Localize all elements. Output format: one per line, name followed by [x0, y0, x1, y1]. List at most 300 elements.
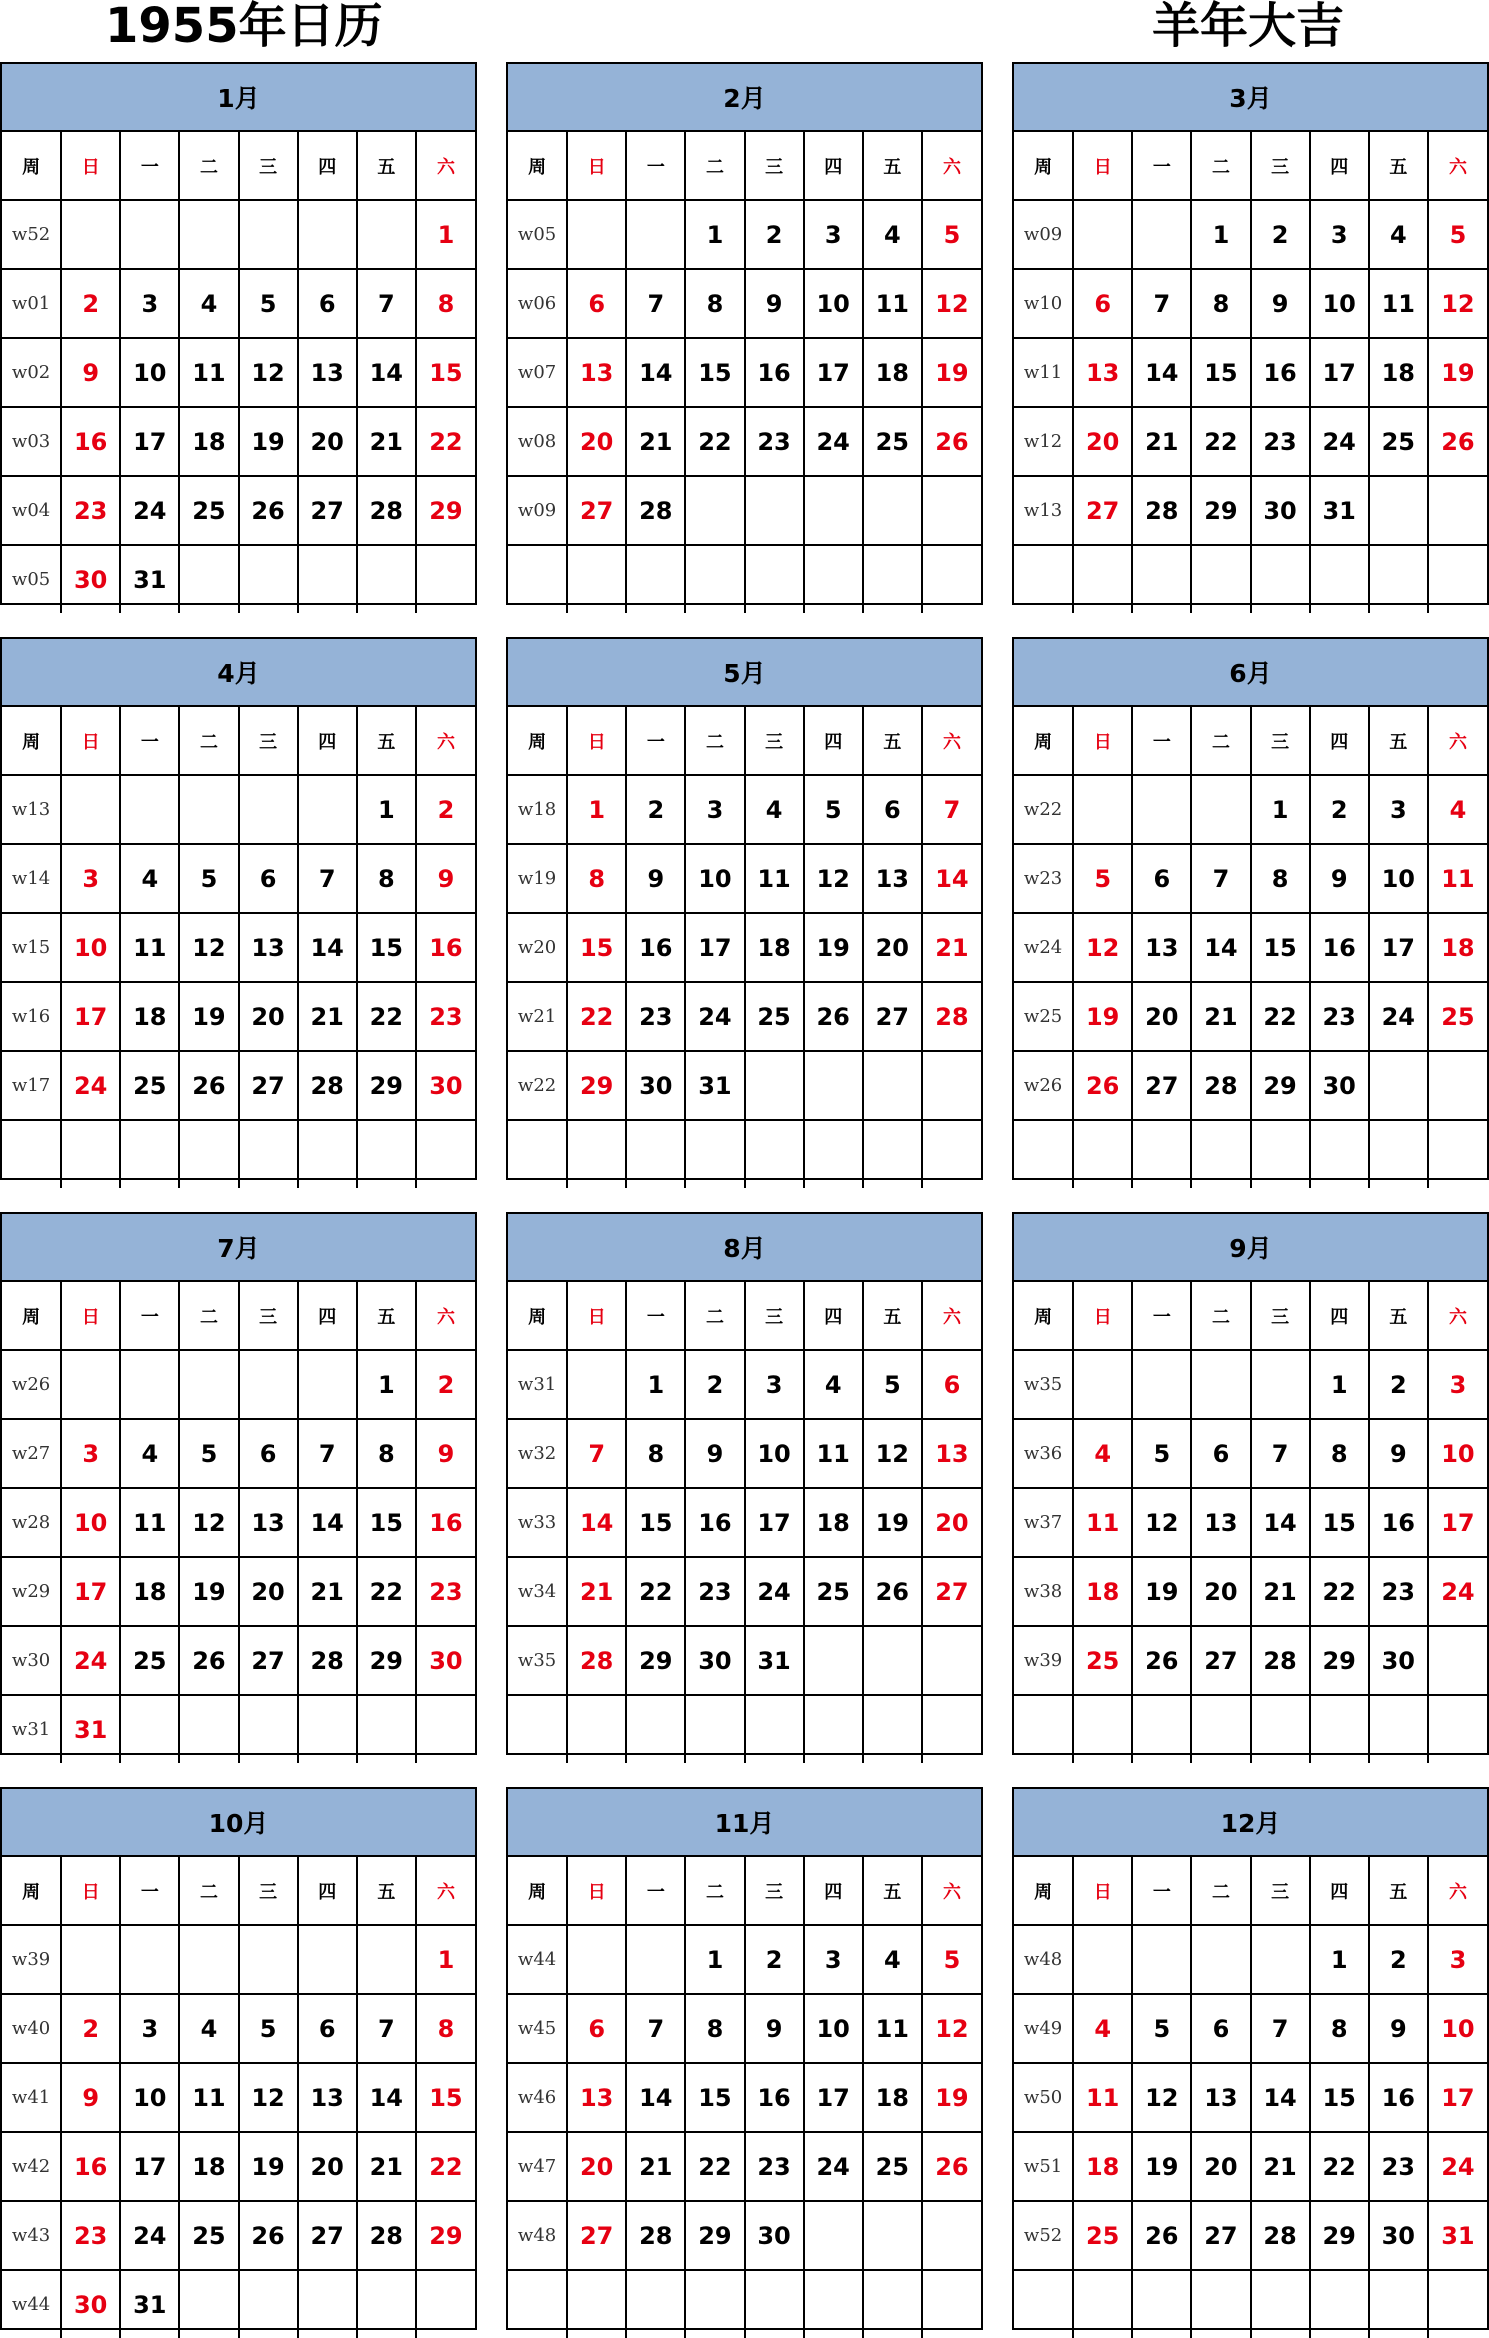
day-cell [1132, 1695, 1191, 1763]
day-cell: 22 [1310, 1557, 1369, 1626]
day-cell [685, 476, 744, 545]
day-cell: 22 [685, 2132, 744, 2201]
day-cell [179, 545, 238, 613]
day-cell: 1 [1191, 200, 1250, 269]
month-title: 1月 [2, 64, 475, 132]
week-row [1014, 1488, 1487, 1557]
day-cell: 24 [1310, 407, 1369, 476]
week-row [2, 1120, 475, 1188]
day-cell: 12 [922, 269, 981, 338]
day-cell [239, 1695, 298, 1763]
day-cell [1310, 545, 1369, 613]
day-cell: 26 [239, 476, 298, 545]
day-cell: 10 [1428, 1419, 1487, 1488]
day-cell: 30 [626, 1051, 685, 1120]
week-row [2, 913, 475, 982]
week-number: w45 [508, 1994, 567, 2063]
day-cell [239, 1350, 298, 1419]
month-grid [2, 132, 475, 613]
day-cell: 22 [357, 982, 416, 1051]
day-cell: 30 [1310, 1051, 1369, 1120]
month-grid [508, 1282, 981, 1763]
day-cell: 25 [1073, 1626, 1132, 1695]
day-cell: 1 [626, 1350, 685, 1419]
week-row [508, 775, 981, 844]
day-cell: 13 [567, 338, 626, 407]
day-cell: 21 [626, 2132, 685, 2201]
week-number: w22 [1014, 775, 1073, 844]
week-row [1014, 2132, 1487, 2201]
weekday-header-row [508, 707, 981, 775]
week-number: w14 [2, 844, 61, 913]
day-cell: 13 [239, 1488, 298, 1557]
day-cell [120, 1350, 179, 1419]
day-cell: 5 [804, 775, 863, 844]
day-cell: 7 [1132, 269, 1191, 338]
day-cell [1310, 1695, 1369, 1763]
day-cell: 7 [567, 1419, 626, 1488]
day-cell: 3 [61, 1419, 120, 1488]
weekday-label: 四 [804, 1857, 863, 1925]
week-row [2, 2063, 475, 2132]
day-cell [61, 1120, 120, 1188]
day-cell: 29 [1310, 2201, 1369, 2270]
day-cell: 10 [120, 2063, 179, 2132]
day-cell: 22 [357, 1557, 416, 1626]
day-cell: 6 [239, 844, 298, 913]
week-number: w13 [1014, 476, 1073, 545]
day-cell [626, 1120, 685, 1188]
week-row [1014, 1120, 1487, 1188]
day-cell [626, 2270, 685, 2338]
day-cell: 21 [567, 1557, 626, 1626]
day-cell: 23 [685, 1557, 744, 1626]
day-cell: 8 [416, 1994, 475, 2063]
weekday-label: 周 [508, 1282, 567, 1350]
week-row [1014, 200, 1487, 269]
week-row [1014, 1350, 1487, 1419]
day-cell: 23 [61, 476, 120, 545]
day-cell: 20 [239, 1557, 298, 1626]
day-cell: 5 [1428, 200, 1487, 269]
day-cell: 31 [120, 2270, 179, 2338]
month-grid [1014, 707, 1487, 1188]
day-cell: 27 [1073, 476, 1132, 545]
day-cell: 16 [1369, 2063, 1428, 2132]
day-cell: 2 [626, 775, 685, 844]
day-cell: 15 [1251, 913, 1310, 982]
week-row [508, 200, 981, 269]
weekday-header-row [2, 1282, 475, 1350]
day-cell: 15 [416, 338, 475, 407]
weekday-header-row [2, 132, 475, 200]
weekday-label: 四 [804, 707, 863, 775]
day-cell [179, 1350, 238, 1419]
weekday-label: 五 [1369, 707, 1428, 775]
weekday-label: 日 [61, 132, 120, 200]
day-cell [804, 476, 863, 545]
week-number: w31 [508, 1350, 567, 1419]
day-cell: 13 [1132, 913, 1191, 982]
week-row [508, 913, 981, 982]
day-cell: 18 [1369, 338, 1428, 407]
day-cell: 4 [179, 1994, 238, 2063]
week-row [508, 982, 981, 1051]
weekday-label: 五 [863, 1857, 922, 1925]
week-row [2, 2270, 475, 2338]
day-cell: 14 [1132, 338, 1191, 407]
day-cell: 18 [863, 338, 922, 407]
week-row [2, 775, 475, 844]
week-number [1014, 1120, 1073, 1188]
week-row [508, 1557, 981, 1626]
day-cell [1428, 1626, 1487, 1695]
day-cell: 15 [357, 1488, 416, 1557]
day-cell: 6 [1132, 844, 1191, 913]
day-cell: 21 [357, 407, 416, 476]
day-cell: 12 [863, 1419, 922, 1488]
day-cell: 24 [745, 1557, 804, 1626]
day-cell: 19 [922, 2063, 981, 2132]
day-cell [567, 1695, 626, 1763]
day-cell: 7 [298, 1419, 357, 1488]
day-cell: 17 [1428, 2063, 1487, 2132]
day-cell: 6 [567, 1994, 626, 2063]
day-cell [567, 200, 626, 269]
week-row [1014, 476, 1487, 545]
day-cell [567, 1925, 626, 1994]
week-number [508, 1120, 567, 1188]
week-row [2, 2201, 475, 2270]
day-cell: 29 [685, 2201, 744, 2270]
day-cell: 12 [1132, 1488, 1191, 1557]
day-cell: 14 [922, 844, 981, 913]
day-cell: 15 [1310, 2063, 1369, 2132]
day-cell [120, 1925, 179, 1994]
day-cell: 26 [922, 2132, 981, 2201]
day-cell: 17 [120, 2132, 179, 2201]
week-row [508, 1695, 981, 1763]
day-cell: 8 [626, 1419, 685, 1488]
day-cell: 5 [1073, 844, 1132, 913]
week-row [1014, 1557, 1487, 1626]
day-cell [120, 775, 179, 844]
day-cell: 2 [61, 269, 120, 338]
day-cell [357, 1925, 416, 1994]
day-cell [567, 1120, 626, 1188]
weekday-label: 三 [1251, 132, 1310, 200]
week-row [1014, 407, 1487, 476]
month-title: 7月 [2, 1214, 475, 1282]
weekday-label: 二 [1191, 707, 1250, 775]
day-cell: 3 [685, 775, 744, 844]
day-cell [922, 1051, 981, 1120]
day-cell [357, 200, 416, 269]
day-cell: 2 [61, 1994, 120, 2063]
day-cell: 29 [626, 1626, 685, 1695]
day-cell: 24 [61, 1626, 120, 1695]
day-cell: 11 [120, 1488, 179, 1557]
week-row [2, 1557, 475, 1626]
day-cell: 14 [626, 338, 685, 407]
day-cell [179, 1925, 238, 1994]
week-number: w06 [508, 269, 567, 338]
week-row [508, 1419, 981, 1488]
day-cell: 12 [1073, 913, 1132, 982]
week-number: w47 [508, 2132, 567, 2201]
weekday-label: 五 [1369, 1857, 1428, 1925]
week-row [508, 2201, 981, 2270]
day-cell: 15 [685, 338, 744, 407]
day-cell: 10 [685, 844, 744, 913]
day-cell [1251, 1695, 1310, 1763]
week-row [508, 476, 981, 545]
day-cell: 27 [298, 2201, 357, 2270]
day-cell [1073, 1120, 1132, 1188]
calendar-title: 1955年日历 [105, 0, 383, 54]
week-number: w04 [2, 476, 61, 545]
month-title: 2月 [508, 64, 981, 132]
weekday-label: 六 [416, 132, 475, 200]
weekday-label: 四 [298, 132, 357, 200]
day-cell: 9 [685, 1419, 744, 1488]
week-number [508, 1695, 567, 1763]
day-cell: 9 [61, 338, 120, 407]
week-number [1014, 545, 1073, 613]
day-cell: 27 [1132, 1051, 1191, 1120]
week-number: w37 [1014, 1488, 1073, 1557]
day-cell [298, 1925, 357, 1994]
weekday-label: 二 [179, 132, 238, 200]
calendar-subtitle: 羊年大吉 [1152, 0, 1345, 54]
day-cell: 4 [1369, 200, 1428, 269]
day-cell: 21 [922, 913, 981, 982]
week-number: w50 [1014, 2063, 1073, 2132]
weekday-label: 四 [298, 1282, 357, 1350]
weekday-label: 一 [626, 1857, 685, 1925]
week-number: w41 [2, 2063, 61, 2132]
week-row [2, 1350, 475, 1419]
day-cell: 6 [1073, 269, 1132, 338]
week-number: w26 [1014, 1051, 1073, 1120]
day-cell [179, 1120, 238, 1188]
day-cell: 9 [1251, 269, 1310, 338]
day-cell [685, 2270, 744, 2338]
day-cell: 20 [567, 2132, 626, 2201]
day-cell [1310, 2270, 1369, 2338]
day-cell: 17 [804, 2063, 863, 2132]
week-row [1014, 545, 1487, 613]
day-cell: 18 [120, 982, 179, 1051]
day-cell: 4 [1428, 775, 1487, 844]
day-cell: 21 [1191, 982, 1250, 1051]
day-cell: 29 [357, 1051, 416, 1120]
week-number: w01 [2, 269, 61, 338]
weekday-label: 六 [416, 1857, 475, 1925]
day-cell [1191, 775, 1250, 844]
week-row [508, 1626, 981, 1695]
day-cell: 17 [685, 913, 744, 982]
day-cell [863, 476, 922, 545]
day-cell: 13 [1191, 1488, 1250, 1557]
month-title: 9月 [1014, 1214, 1487, 1282]
day-cell: 10 [61, 1488, 120, 1557]
week-row [1014, 913, 1487, 982]
day-cell: 24 [120, 2201, 179, 2270]
day-cell [357, 545, 416, 613]
day-cell: 22 [626, 1557, 685, 1626]
day-cell: 16 [745, 2063, 804, 2132]
day-cell [1073, 1350, 1132, 1419]
day-cell: 3 [1428, 1350, 1487, 1419]
day-cell: 21 [357, 2132, 416, 2201]
day-cell [1369, 1695, 1428, 1763]
day-cell: 13 [1073, 338, 1132, 407]
weekday-label: 日 [567, 1282, 626, 1350]
day-cell: 21 [1251, 1557, 1310, 1626]
day-cell: 15 [626, 1488, 685, 1557]
day-cell [922, 1695, 981, 1763]
day-cell: 28 [922, 982, 981, 1051]
day-cell: 12 [179, 913, 238, 982]
day-cell [804, 1695, 863, 1763]
weekday-label: 二 [685, 707, 744, 775]
week-number [1014, 2270, 1073, 2338]
day-cell [239, 200, 298, 269]
day-cell: 20 [1191, 2132, 1250, 2201]
weekday-label: 日 [1073, 1857, 1132, 1925]
weekday-label: 日 [567, 132, 626, 200]
week-number: w09 [1014, 200, 1073, 269]
day-cell: 25 [179, 2201, 238, 2270]
day-cell: 23 [745, 407, 804, 476]
month-block [1012, 637, 1489, 1180]
day-cell [1369, 2270, 1428, 2338]
day-cell: 3 [120, 269, 179, 338]
day-cell: 18 [120, 1557, 179, 1626]
day-cell: 20 [567, 407, 626, 476]
day-cell: 27 [567, 2201, 626, 2270]
day-cell: 11 [745, 844, 804, 913]
day-cell: 27 [239, 1626, 298, 1695]
day-cell [1073, 2270, 1132, 2338]
month-block [506, 637, 983, 1180]
week-number: w48 [1014, 1925, 1073, 1994]
day-cell: 25 [804, 1557, 863, 1626]
weekday-header-row [1014, 1282, 1487, 1350]
weekday-header-row [1014, 707, 1487, 775]
day-cell [120, 1695, 179, 1763]
day-cell: 24 [1428, 1557, 1487, 1626]
week-row [508, 2063, 981, 2132]
day-cell: 1 [1310, 1925, 1369, 1994]
day-cell: 14 [567, 1488, 626, 1557]
day-cell: 28 [357, 2201, 416, 2270]
month-block [0, 62, 477, 605]
day-cell: 27 [239, 1051, 298, 1120]
day-cell: 12 [239, 338, 298, 407]
day-cell [298, 545, 357, 613]
day-cell: 13 [1191, 2063, 1250, 2132]
day-cell: 17 [1310, 338, 1369, 407]
day-cell: 26 [1428, 407, 1487, 476]
weekday-label: 二 [685, 132, 744, 200]
day-cell: 18 [863, 2063, 922, 2132]
day-cell [1132, 1120, 1191, 1188]
week-row [1014, 982, 1487, 1051]
day-cell: 15 [357, 913, 416, 982]
week-number: w29 [2, 1557, 61, 1626]
weekday-header-row [508, 132, 981, 200]
week-row [508, 1120, 981, 1188]
day-cell [298, 2270, 357, 2338]
weekday-label: 六 [922, 707, 981, 775]
day-cell [1251, 1120, 1310, 1188]
month-title: 11月 [508, 1789, 981, 1857]
week-row [1014, 1419, 1487, 1488]
day-cell: 1 [567, 775, 626, 844]
day-cell: 28 [1132, 476, 1191, 545]
day-cell [922, 1120, 981, 1188]
day-cell [745, 1120, 804, 1188]
day-cell: 7 [357, 1994, 416, 2063]
day-cell: 20 [1073, 407, 1132, 476]
weekday-label: 四 [1310, 707, 1369, 775]
day-cell [1369, 476, 1428, 545]
week-number: w21 [508, 982, 567, 1051]
weekday-label: 一 [626, 1282, 685, 1350]
day-cell: 26 [804, 982, 863, 1051]
weekday-label: 五 [1369, 1282, 1428, 1350]
week-row [2, 1925, 475, 1994]
week-number: w05 [2, 545, 61, 613]
week-row [508, 1994, 981, 2063]
day-cell [804, 1120, 863, 1188]
weekday-header-row [508, 1282, 981, 1350]
day-cell [1428, 476, 1487, 545]
day-cell: 27 [863, 982, 922, 1051]
weekday-label: 日 [1073, 1282, 1132, 1350]
weekday-label: 周 [2, 132, 61, 200]
weekday-label: 一 [626, 132, 685, 200]
day-cell: 1 [1251, 775, 1310, 844]
day-cell: 9 [745, 1994, 804, 2063]
day-cell: 28 [626, 2201, 685, 2270]
day-cell: 5 [863, 1350, 922, 1419]
day-cell: 2 [745, 1925, 804, 1994]
day-cell: 29 [567, 1051, 626, 1120]
weekday-label: 周 [2, 1857, 61, 1925]
day-cell: 18 [179, 2132, 238, 2201]
week-number: w40 [2, 1994, 61, 2063]
weekday-label: 五 [863, 1282, 922, 1350]
day-cell: 23 [416, 1557, 475, 1626]
day-cell: 29 [1310, 1626, 1369, 1695]
day-cell: 4 [120, 1419, 179, 1488]
week-row [1014, 1051, 1487, 1120]
day-cell: 5 [1132, 1994, 1191, 2063]
weekday-label: 二 [179, 1857, 238, 1925]
day-cell: 4 [120, 844, 179, 913]
day-cell: 14 [1251, 2063, 1310, 2132]
month-grid [508, 132, 981, 613]
day-cell: 19 [1073, 982, 1132, 1051]
day-cell [1251, 1350, 1310, 1419]
day-cell [863, 1051, 922, 1120]
day-cell: 2 [1369, 1925, 1428, 1994]
week-number [1014, 1695, 1073, 1763]
weekday-label: 一 [1132, 1857, 1191, 1925]
